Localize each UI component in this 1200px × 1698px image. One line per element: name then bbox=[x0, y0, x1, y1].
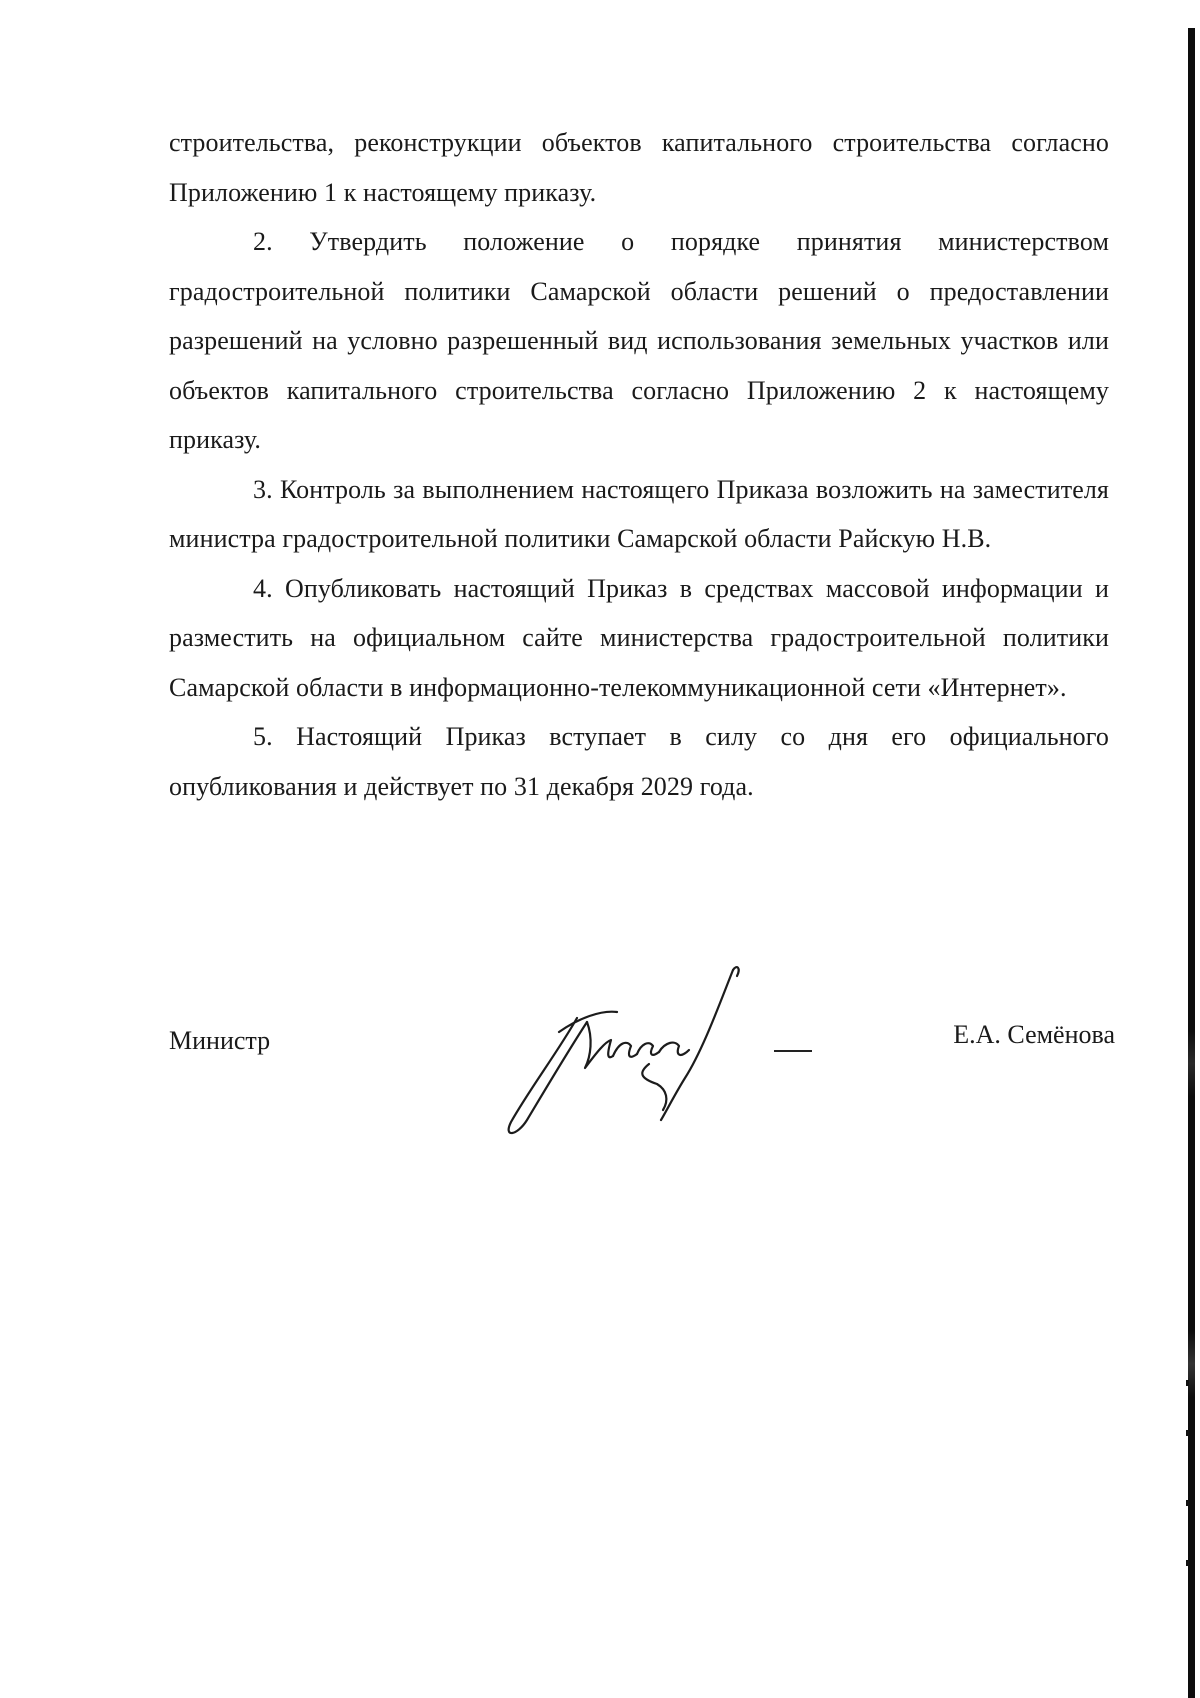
paragraph-4: 4. Опубликовать настоящий Приказ в средствах массовой информации и разместить на официальном сайте министерства градостроительной политики Самарской области в информационно-телекоммуникационной сети «Интернет». bbox=[169, 573, 1109, 702]
scan-edge bbox=[1186, 0, 1200, 1698]
signature-block bbox=[169, 1010, 1115, 1160]
paragraph-continuation: строительства, реконструкции объектов капитального строительства согласно Приложению 1 к настоящему приказу. bbox=[169, 128, 1109, 207]
scan-edge-notch bbox=[1186, 1430, 1189, 1436]
paragraph-5: 5. Настоящий Приказ вступает в силу со дня его официального опубликования и действует по 31 декабря 2029 года. bbox=[169, 722, 1109, 801]
signatory-name: Е.А. Семёнова bbox=[953, 1020, 1115, 1049]
handwritten-signature bbox=[489, 960, 759, 1140]
signature-dash bbox=[774, 1050, 812, 1052]
scan-edge-notch bbox=[1186, 1560, 1189, 1566]
document-body bbox=[169, 118, 1109, 811]
paragraph-2: 2. Утвердить положение о порядке принятия министерством градостроительной политики Самарской области решений о предоставлении разрешений на условно разрешенный вид использования земельных участков или объектов капитального строительства согласно Приложению 2 к настоящему приказу. bbox=[169, 227, 1109, 454]
scan-edge-bar bbox=[1188, 28, 1195, 1698]
signatory-title: Министр bbox=[169, 1026, 271, 1055]
paragraph-3: 3. Контроль за выполнением настоящего Приказа возложить на заместителя министра градостроительной политики Самарской области Райскую Н.В. bbox=[169, 474, 1109, 553]
scan-edge-notch bbox=[1186, 1500, 1189, 1506]
scan-edge-notch bbox=[1186, 1380, 1189, 1386]
